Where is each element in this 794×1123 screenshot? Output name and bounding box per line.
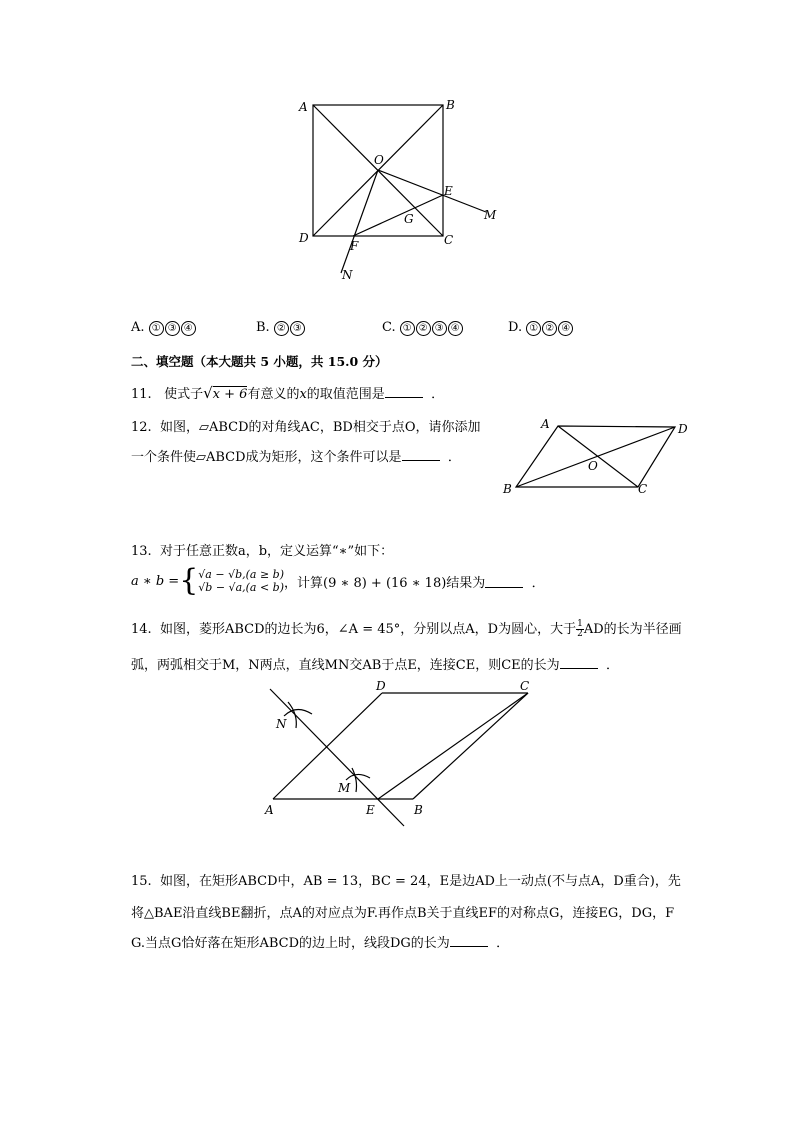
r-label-B: B: [414, 803, 423, 817]
p-label-C: C: [638, 482, 648, 496]
label-N: N: [342, 268, 353, 282]
answer-blank: [485, 575, 523, 588]
label-O: O: [374, 153, 384, 167]
r-label-N: N: [276, 717, 287, 731]
question-15-line2: 将△BAE沿直线BE翻折，点A的对应点为F.再作点B关于直线EF的对称点G，连接EG，DG，F: [131, 906, 675, 921]
r-label-C: C: [520, 679, 530, 693]
answer-blank: [560, 656, 598, 669]
question-15-line1: 15. 如图，在矩形ABCD中，AB = 13，BC = 24，E是边AD上一动点(不与点A，D重合)，先: [131, 874, 681, 889]
p-label-O: O: [588, 459, 598, 473]
question-14-line2: 弧，两弧相交于M，N两点，直线MN交AB于点E，连接CE，则CE的长为 ．: [131, 658, 619, 673]
figure-square-abcd: [290, 95, 510, 285]
label-E: E: [444, 184, 453, 198]
label-M: M: [484, 208, 497, 222]
label-C: C: [444, 233, 454, 247]
answer-blank: [385, 385, 423, 398]
figure-parallelogram-abcd: [498, 414, 708, 500]
r-label-D: D: [376, 679, 386, 693]
p-label-A: A: [541, 417, 550, 431]
question-15-line3: G.当点G恰好落在矩形ABCD的边上时，线段DG的长为 ．: [131, 936, 510, 951]
r-label-M: M: [338, 781, 351, 795]
label-G: G: [404, 212, 414, 226]
question-13-line2: a ∗ b = { √a − √b,(a ≥ b) √b − √a,(a < b) ，计算(9 ∗ 8) + (16 ∗ 18)结果为 ．: [131, 563, 545, 598]
option-d: D. ① ② ④: [508, 320, 574, 336]
question-12-line2: 一个条件使▱ABCD成为矩形，这个条件可以是 ．: [131, 450, 461, 465]
label-A: A: [299, 100, 308, 114]
label-F: F: [350, 239, 359, 253]
r-label-A: A: [265, 803, 274, 817]
question-12-line1: 12. 如图，▱ABCD的对角线AC，BD相交于点O，请你添加: [131, 420, 481, 435]
answer-blank: [450, 934, 488, 947]
option-c: C. ① ② ③ ④: [382, 320, 464, 336]
answer-blank: [402, 448, 440, 461]
section-heading: 二、填空题（本大题共 5 小题，共 15.0 分）: [131, 354, 388, 369]
question-14-line1: 14. 如图，菱形ABCD的边长为6，∠A = 45°，分别以点A，D为圆心，大于 $\frac{1}{2}$ AD的长为半径画: [131, 619, 682, 639]
figure-rhombus-abcd: [258, 676, 548, 832]
option-a: A. ① ③ ④: [131, 320, 197, 336]
p-label-D: D: [678, 422, 688, 436]
question-11: 11. 使式子√x + 6有意义的x的取值范围是 ．: [131, 384, 445, 402]
label-D: D: [299, 231, 309, 245]
r-label-E: E: [366, 803, 375, 817]
question-13-line1: 13. 对于任意正数a，b，定义运算“∗”如下：: [131, 544, 394, 559]
p-label-B: B: [503, 482, 512, 496]
option-b: B. ② ③: [256, 320, 306, 336]
label-B: B: [446, 98, 455, 112]
